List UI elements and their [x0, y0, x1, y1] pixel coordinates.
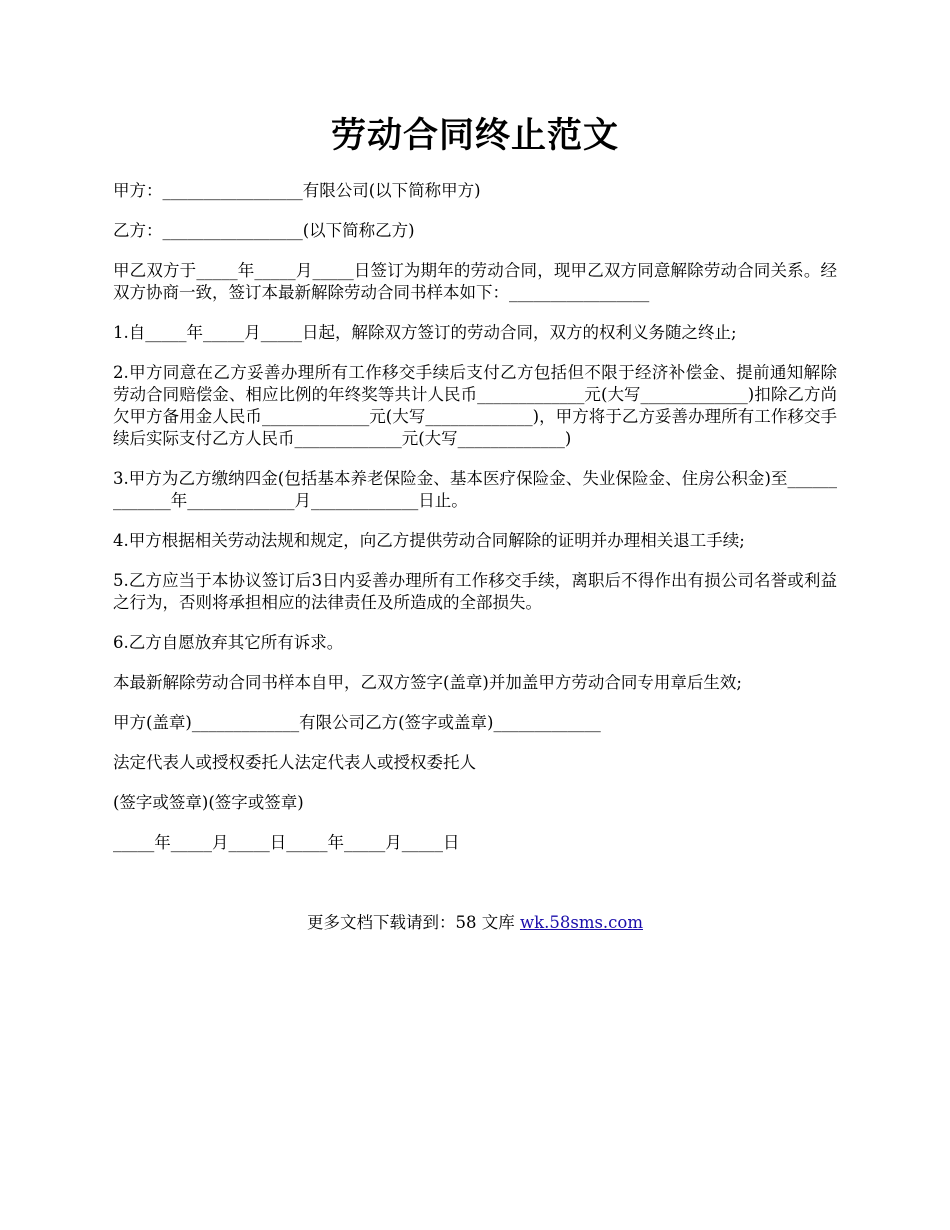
- effective-clause: 本最新解除劳动合同书样本自甲，乙双方签字(盖章)并加盖甲方劳动合同专用章后生效;: [113, 673, 742, 692]
- document-title: 劳动合同终止范文: [330, 115, 619, 156]
- clause-5: 5.乙方应当于本协议签订后3日内妥善办理所有工作移交手续，离职后不得作出有损公司名誉或利益之行为，否则将承担相应的法律责任及所造成的全部损失。: [113, 571, 837, 612]
- intro-paragraph: 甲乙双方于_____年_____月_____日签订为期年的劳动合同，现甲乙双方同意解除劳动合同关系。经双方协商一致，签订本最新解除劳动合同书样本如下：_________________: [113, 261, 837, 302]
- clause-4: 4.甲方根据相关劳动法规和规定，向乙方提供劳动合同解除的证明并办理相关退工手续;: [113, 531, 745, 550]
- footer-link[interactable]: wk.58sms.com: [519, 913, 643, 932]
- document-body: [113, 180, 837, 872]
- download-footer: [113, 912, 837, 934]
- clause-6: 6.乙方自愿放弃其它所有诉求。: [113, 633, 344, 652]
- footer-text: 更多文档下载请到：58 文库: [306, 913, 520, 932]
- clause-2: 2.甲方同意在乙方妥善办理所有工作移交手续后支付乙方包括但不限于经济补偿金、提前通知解除劳动合同赔偿金、相应比例的年终奖等共计人民币_____________元(大写_____________)扣除乙方尚欠甲方备用金人民币_____________元(大写_____________)，甲方将于乙方妥善办理所有工作移交手续后实际支付乙方人民币_____________元(大写_____________): [113, 363, 837, 448]
- representative-line: 法定代表人或授权委托人法定代表人或授权委托人: [113, 753, 476, 772]
- party-a-line: 甲方：_________________有限公司(以下简称甲方): [113, 181, 481, 200]
- clause-1: 1.自_____年_____月_____日起，解除双方签订的劳动合同，双方的权利义务随之终止;: [113, 323, 737, 342]
- party-b-line: 乙方：_________________(以下简称乙方): [113, 221, 415, 240]
- signature-parties-line: 甲方(盖章)_____________有限公司乙方(签字或盖章)_____________: [113, 713, 601, 732]
- signature-note-line: (签字或签章)(签字或签章): [113, 793, 304, 812]
- date-line: _____年_____月_____日_____年_____月_____日: [113, 833, 460, 852]
- clause-3: 3.甲方为乙方缴纳四金(包括基本养老保险金、基本医疗保险金、失业保险金、住房公积金)至_____________年_____________月_____________日止。: [113, 469, 837, 510]
